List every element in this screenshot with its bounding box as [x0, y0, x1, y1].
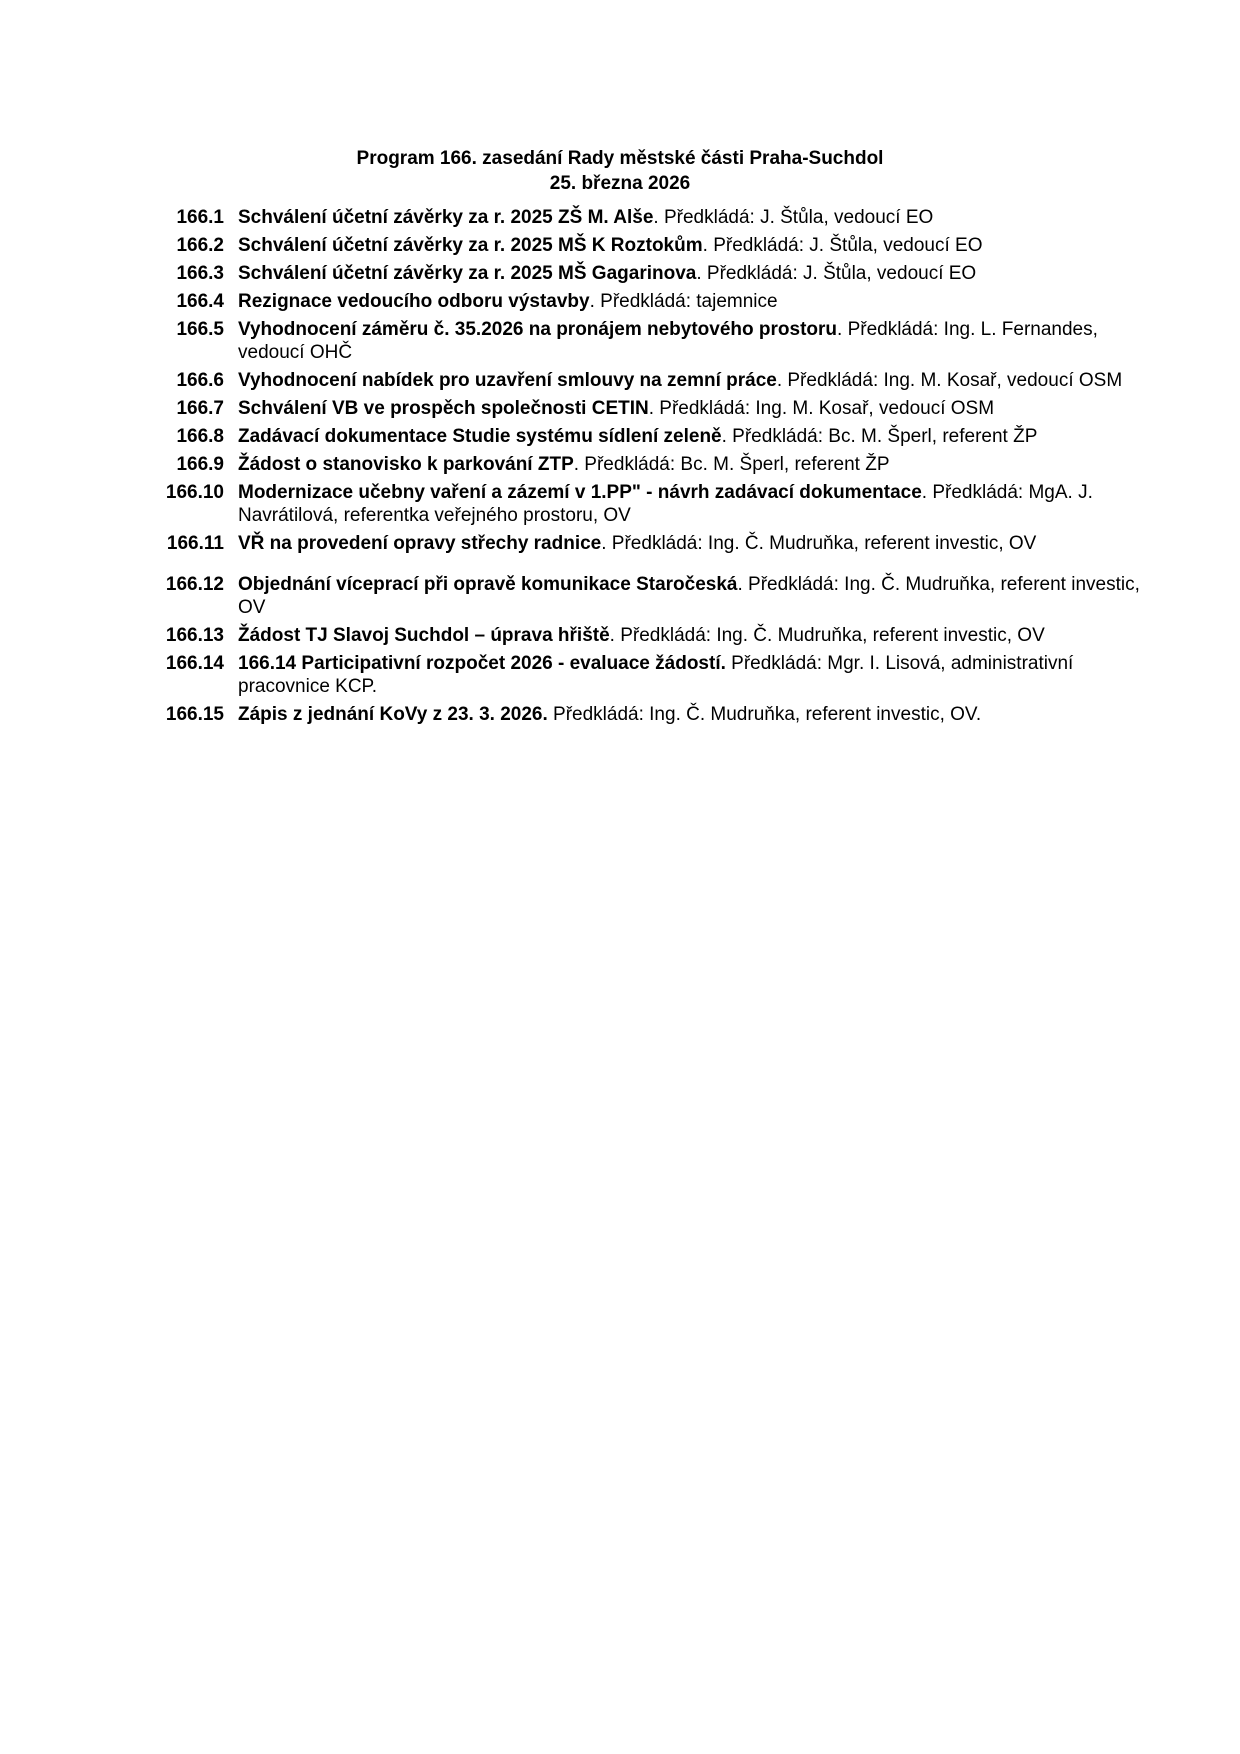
agenda-item-presenter: . Předkládá: Bc. M. Šperl, referent ŽP [721, 426, 1038, 447]
agenda-item-number: 166.12 [165, 574, 224, 595]
agenda-item-166-13 [150, 624, 1150, 647]
agenda-item-title: Schválení VB ve prospěch společnosti CETIN [238, 398, 649, 419]
agenda-item-166-3 [150, 262, 1150, 285]
agenda-item-166-7 [150, 397, 1150, 420]
agenda-item-166-8 [150, 425, 1150, 448]
agenda-item-title: Zápis z jednání KoVy z 23. 3. 2026. [238, 704, 548, 725]
agenda-item-presenter: . Předkládá: Ing. L. Fernandes, vedoucí OHČ [238, 319, 1098, 363]
agenda-item-presenter: . Předkládá: MgA. J. Navrátilová, referentka veřejného prostoru, OV [238, 482, 1093, 526]
document-header [0, 146, 1240, 196]
agenda-item-title: Objednání víceprací při opravě komunikace Staročeská [238, 574, 738, 595]
agenda-item-text [238, 234, 1150, 257]
agenda-item-text [238, 262, 1150, 285]
agenda-item-number: 166.8 [176, 426, 224, 447]
agenda-item-text [238, 397, 1150, 420]
agenda-item-text [238, 369, 1150, 392]
agenda-item-166-9 [150, 453, 1150, 476]
agenda-item-166-12 [150, 573, 1150, 619]
agenda-item-number: 166.9 [176, 454, 224, 475]
agenda-list [150, 206, 1150, 731]
agenda-item-title: 166.14 Participativní rozpočet 2026 - evaluace žádostí. [238, 653, 726, 674]
agenda-item-number: 166.14 [165, 653, 224, 674]
agenda-item-presenter: . Předkládá: Ing. Č. Mudruňka, referent investic, OV [601, 533, 1037, 554]
agenda-item-presenter: . Předkládá: J. Štůla, vedoucí EO [702, 235, 983, 256]
agenda-item-number: 166.2 [176, 235, 224, 256]
agenda-item-166-14 [150, 652, 1150, 698]
agenda-item-title: Modernizace učebny vaření a zázemí v 1.PP" - návrh zadávací dokumentace [238, 482, 922, 503]
agenda-item-title: Vyhodnocení nabídek pro uzavření smlouvy na zemní práce [238, 370, 777, 391]
agenda-item-presenter: . Předkládá: J. Štůla, vedoucí EO [696, 263, 977, 284]
agenda-item-title: Rezignace vedoucího odboru výstavby [238, 291, 590, 312]
agenda-item-number: 166.6 [176, 370, 224, 391]
agenda-item-title: Schválení účetní závěrky za r. 2025 MŠ K Roztokům [238, 235, 703, 256]
agenda-item-title: VŘ na provedení opravy střechy radnice [238, 533, 602, 554]
agenda-item-presenter: . Předkládá: Bc. M. Šperl, referent ŽP [573, 454, 890, 475]
agenda-item-number: 166.10 [165, 482, 224, 503]
agenda-item-text [238, 532, 1150, 555]
agenda-item-title: Zadávací dokumentace Studie systému sídlení zeleně [238, 426, 722, 447]
agenda-item-number: 166.4 [176, 291, 224, 312]
agenda-item-166-11 [150, 532, 1150, 555]
agenda-item-text [238, 652, 1150, 698]
agenda-item-presenter: . Předkládá: tajemnice [589, 291, 778, 312]
agenda-item-presenter: Předkládá: Ing. Č. Mudruňka, referent investic, OV. [547, 704, 982, 725]
agenda-item-presenter: . Předkládá: Ing. M. Kosař, vedoucí OSM [776, 370, 1123, 391]
agenda-item-presenter: . Předkládá: J. Štůla, vedoucí EO [653, 207, 934, 228]
agenda-item-title: Vyhodnocení záměru č. 35.2026 na pronájem nebytového prostoru [238, 319, 838, 340]
agenda-item-text [238, 624, 1150, 647]
agenda-item-text [238, 703, 1150, 726]
agenda-item-number: 166.15 [165, 704, 224, 725]
agenda-item-166-6 [150, 369, 1150, 392]
agenda-item-text [238, 318, 1150, 364]
agenda-item-presenter: . Předkládá: Ing. Č. Mudruňka, referent investic, OV [609, 625, 1045, 646]
agenda-item-text [238, 453, 1150, 476]
agenda-item-number: 166.7 [176, 398, 224, 419]
document-title: Program 166. zasedání Rady městské části Praha-Suchdol [356, 148, 884, 169]
agenda-item-166-15 [150, 703, 1150, 726]
agenda-item-166-2 [150, 234, 1150, 257]
agenda-item-number: 166.13 [165, 625, 224, 646]
agenda-item-text [238, 206, 1150, 229]
agenda-item-title: Schválení účetní závěrky za r. 2025 MŠ Gagarinova [238, 263, 697, 284]
agenda-item-166-5 [150, 318, 1150, 364]
agenda-item-166-1 [150, 206, 1150, 229]
agenda-item-text [238, 481, 1150, 527]
agenda-item-presenter: . Předkládá: Ing. Č. Mudruňka, referent investic, OV [238, 574, 1140, 618]
agenda-item-presenter: . Předkládá: Ing. M. Kosař, vedoucí OSM [648, 398, 995, 419]
agenda-item-text [238, 290, 1150, 313]
agenda-item-title: Žádost TJ Slavoj Suchdol – úprava hřiště [238, 625, 610, 646]
agenda-item-text [238, 573, 1150, 619]
agenda-item-number: 166.3 [176, 263, 224, 284]
agenda-item-number: 166.11 [166, 533, 224, 554]
agenda-item-number: 166.1 [176, 207, 224, 228]
agenda-item-title: Žádost o stanovisko k parkování ZTP [238, 454, 574, 475]
agenda-item-number: 166.5 [176, 319, 224, 340]
agenda-item-text [238, 425, 1150, 448]
agenda-item-presenter: Předkládá: Mgr. I. Lisová, administrativní pracovnice KCP. [238, 653, 1074, 697]
meeting-date: 25. března 2026 [549, 173, 691, 194]
agenda-item-title: Schválení účetní závěrky za r. 2025 ZŠ M. Alše [238, 207, 654, 228]
agenda-item-166-10 [150, 481, 1150, 527]
agenda-item-166-4 [150, 290, 1150, 313]
